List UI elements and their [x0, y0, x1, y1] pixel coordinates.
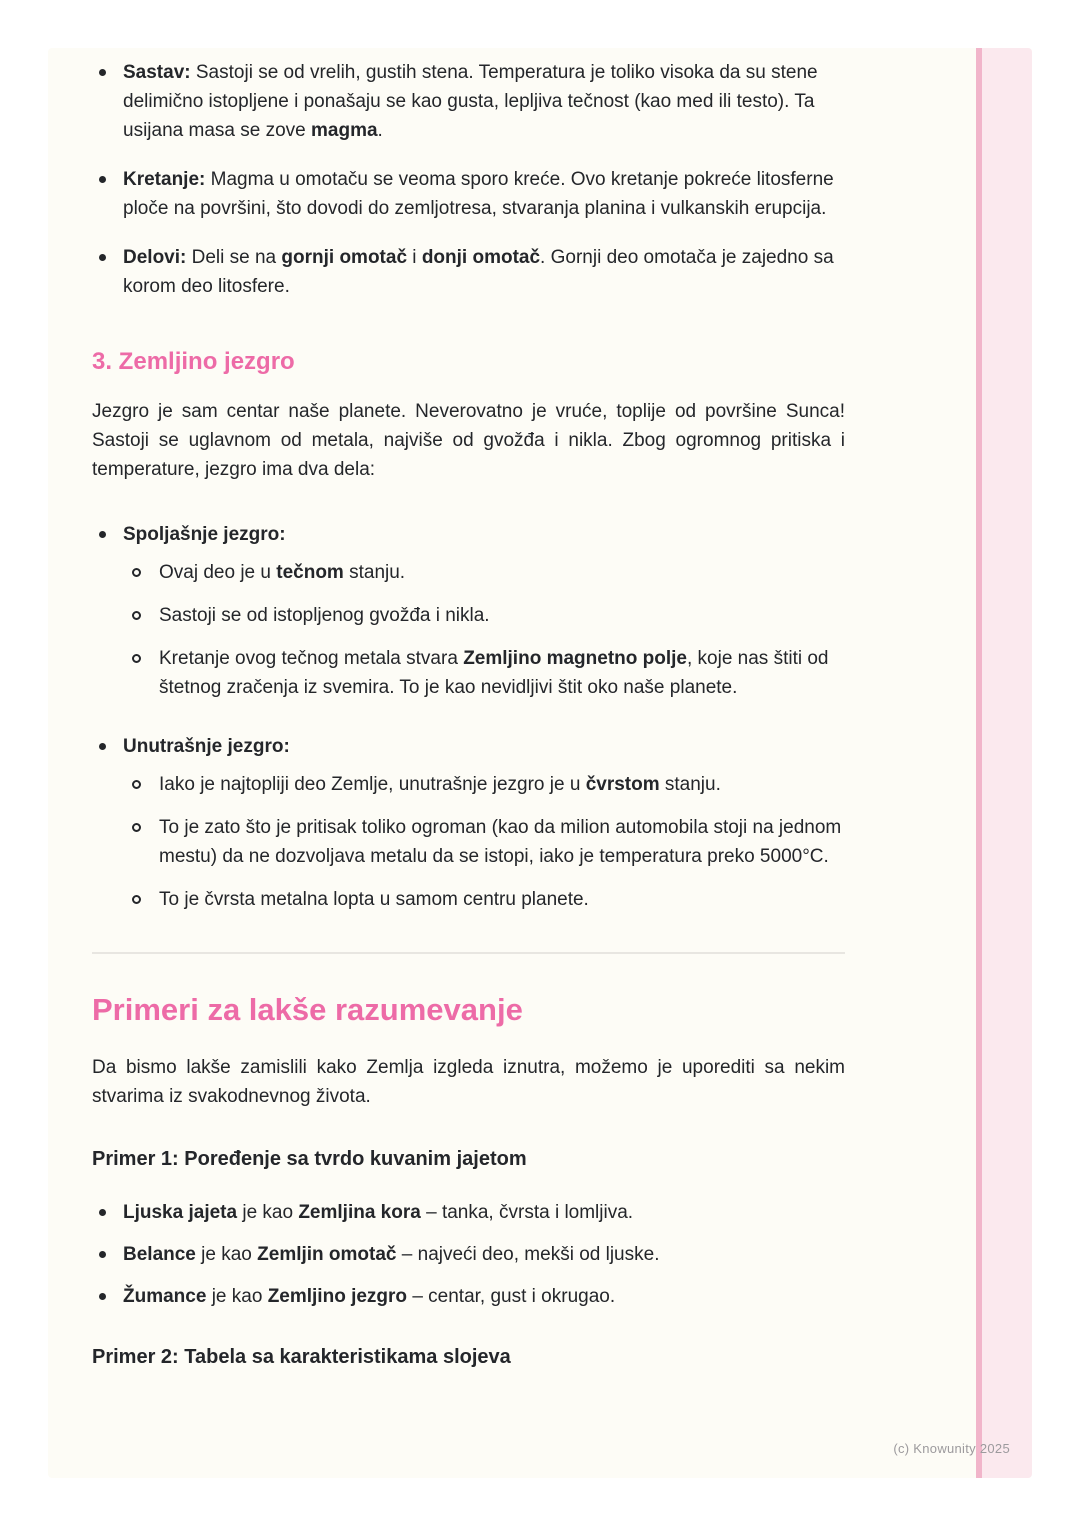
- list-item-outer-core: [92, 520, 845, 702]
- list-item-zumance: Žumance je kao Zemljino jezgro – centar, gust i okrugao.: [92, 1282, 845, 1311]
- core-intro-paragraph: Jezgro je sam centar naše planete. Neverovatno je vruće, toplije od površine Sunca! Sastoji se uglavnom od metala, najviše od gvožđa i nikla. Zbog ogromnog pritiska i temperature, jezgro ima dva dela:: [92, 401, 845, 480]
- inner-core-label: Unutrašnje jezgro:: [123, 736, 290, 757]
- copyright-watermark: (c) Knowunity 2025: [893, 1441, 1010, 1456]
- sublist-item: Sastoji se od istopljenog gvožđa i nikla.: [123, 601, 845, 630]
- page-edge-band: [976, 48, 1032, 1478]
- list-item-belance: Belance je kao Zemljin omotač – najveći deo, mekši od ljuske.: [92, 1240, 845, 1269]
- outer-core-label: Spoljašnje jezgro:: [123, 524, 286, 545]
- section-heading-core: 3. Zemljino jezgro: [92, 348, 295, 375]
- list-item-inner-core: [92, 732, 845, 914]
- document-sheet: [48, 48, 1032, 1478]
- mantle-properties-list: [92, 58, 845, 301]
- core-parts-list: [92, 520, 845, 914]
- examples-heading: Primeri za lakše razumevanje: [92, 992, 523, 1027]
- outer-core-sublist: [123, 558, 845, 702]
- document-content: [92, 48, 845, 1370]
- sublist-item: To je zato što je pritisak toliko ogroman (kao da milion automobila stoji na jednom mestu) da ne dozvoljava metalu da se istopi, iako je temperatura preko 5000°C.: [123, 813, 845, 871]
- example1-title: Primer 1: Poređenje sa tvrdo kuvanim jajetom: [92, 1148, 527, 1170]
- inner-core-sublist: [123, 770, 845, 914]
- egg-comparison-list: [92, 1198, 845, 1311]
- list-item-sastav: Sastav: Sastoji se od vrelih, gustih stena. Temperatura je toliko visoka da su stene delimično istopljene i ponašaju se kao gusta, lepljiva tečnost (kao med ili testo). Ta usijana masa se zove magma.: [92, 58, 845, 145]
- list-item-delovi: Delovi: Deli se na gornji omotač i donji omotač. Gornji deo omotača je zajedno sa korom deo litosfere.: [92, 243, 845, 301]
- sublist-item: To je čvrsta metalna lopta u samom centru planete.: [123, 885, 845, 914]
- list-item-kretanje: Kretanje: Magma u omotaču se veoma sporo kreće. Ovo kretanje pokreće litosferne ploče na površini, što dovodi do zemljotresa, stvaranja planina i vulkanskih erupcija.: [92, 165, 845, 223]
- section-divider: [92, 952, 845, 954]
- examples-intro-paragraph: Da bismo lakše zamislili kako Zemlja izgleda iznutra, možemo je uporediti sa nekim stvarima iz svakodnevnog života.: [92, 1057, 845, 1107]
- sublist-item: Iako je najtopliji deo Zemlje, unutrašnje jezgro je u čvrstom stanju.: [123, 770, 845, 799]
- sublist-item: Kretanje ovog tečnog metala stvara Zemljino magnetno polje, koje nas štiti od štetnog zračenja iz svemira. To je kao nevidljivi štit oko naše planete.: [123, 644, 845, 702]
- list-item-ljuska: Ljuska jajeta je kao Zemljina kora – tanka, čvrsta i lomljiva.: [92, 1198, 845, 1227]
- example2-title: Primer 2: Tabela sa karakteristikama slojeva: [92, 1346, 511, 1368]
- sublist-item: Ovaj deo je u tečnom stanju.: [123, 558, 845, 587]
